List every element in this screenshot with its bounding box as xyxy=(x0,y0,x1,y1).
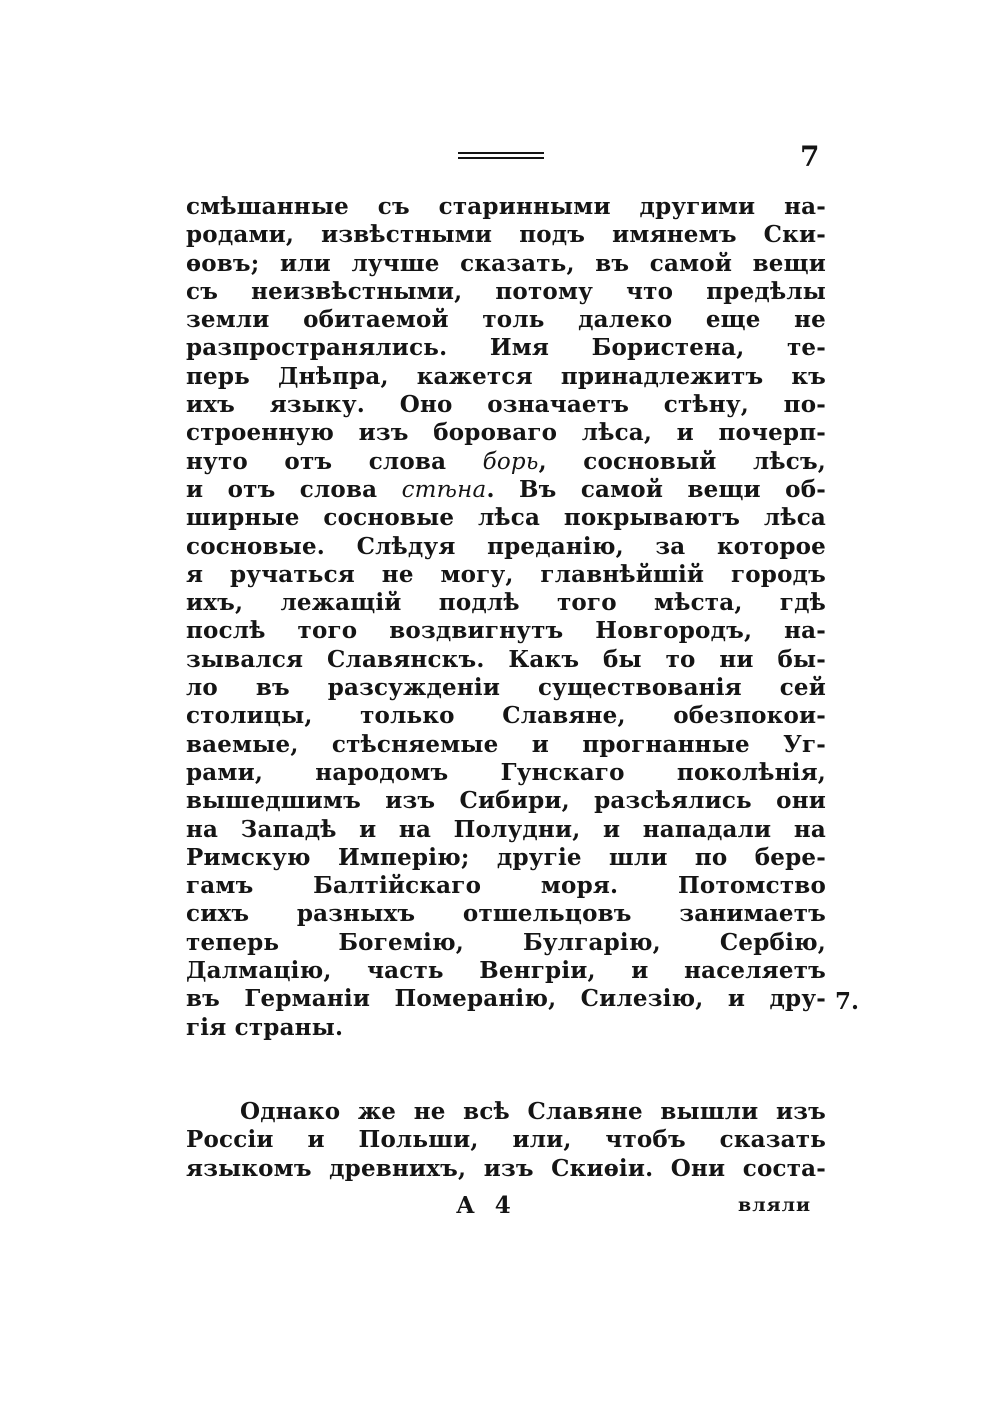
text-line: вышедшимъ изъ Сибири, разсѣялись они xyxy=(186,787,826,815)
text-line-with-italic xyxy=(186,448,826,476)
text-line: перь Днѣпра, кажется принадлежитъ къ xyxy=(186,362,826,390)
text-line: послѣ того воздвигнутъ Новгородъ, на- xyxy=(186,617,826,645)
text-line: столицы, только Славяне, обезпокои- xyxy=(186,702,826,730)
text-line: земли обитаемой толь далеко еще не xyxy=(186,306,826,334)
italic-word: стѣна xyxy=(401,476,487,503)
text-line: на Западѣ и на Полудни, и нападали на xyxy=(186,815,826,843)
text-line: сосновые. Слѣдуя преданію, за которое xyxy=(186,532,826,560)
text-line: разпространялись. Имя Бористена, те- xyxy=(186,334,826,362)
text-line: гія страны. xyxy=(186,1013,344,1041)
text-line: Однако же не всѣ Славяне вышли изъ xyxy=(240,1098,826,1125)
text-line: ѳовъ; или лучше сказать, въ самой вещи xyxy=(186,249,826,277)
text-line: Россіи и Польши, или, чтобъ сказать xyxy=(186,1126,826,1154)
text-line: языкомъ древнихъ, изъ Скиѳіи. Они соста- xyxy=(186,1154,826,1182)
text-line: въ Германіи Померанію, Силезію, и дру- xyxy=(186,985,826,1013)
text-line: родами, извѣстными подъ имянемъ Ски- xyxy=(186,221,826,249)
text-line: ихъ языку. Оно означаетъ стѣну, по- xyxy=(186,391,826,419)
text-line: Далмацію, часть Венгріи, и населяетъ xyxy=(186,957,826,985)
text-line: ихъ, лежащій подлѣ того мѣста, гдѣ xyxy=(186,589,826,617)
signature-mark: А 4 xyxy=(456,1192,517,1219)
text-line: зывался Славянскъ. Какъ бы то ни бы- xyxy=(186,645,826,673)
text-line: я ручаться не могу, главнѣйшій городъ xyxy=(186,560,826,588)
text-line: Римскую Имперію; другіе шли по бере- xyxy=(186,843,826,871)
text-line: рами, народомъ Гунскаго поколѣнія, xyxy=(186,758,826,786)
text-line: сихъ разныхъ отшельцовъ занимаетъ xyxy=(186,900,826,928)
text-segment: . Въ самой вещи об- xyxy=(486,475,826,503)
header-double-rule xyxy=(458,152,544,164)
text-line: ло въ разсужденіи существованія сей xyxy=(186,674,826,702)
text-line: гамъ Балтійскаго моря. Потомство xyxy=(186,872,826,900)
text-line-with-italic xyxy=(186,476,826,504)
text-line: ваемые, стѣсняемые и прогнанные Уг- xyxy=(186,730,826,758)
paragraph-1 xyxy=(186,193,826,1042)
margin-note: 7. xyxy=(835,988,860,1015)
text-segment: , сосновый лѣсъ, xyxy=(538,447,826,475)
text-line: теперь Богемію, Булгарію, Сербію, xyxy=(186,928,826,956)
text-segment: нуто отъ слова xyxy=(186,447,483,475)
text-segment: и отъ слова xyxy=(186,475,402,503)
catchword: вляли xyxy=(738,1194,812,1216)
text-line: ширные сосновые лѣса покрываютъ лѣса xyxy=(186,504,826,532)
text-line: смѣшанные съ старинными другими на- xyxy=(186,193,826,220)
paragraph-2 xyxy=(186,1098,826,1183)
text-line: строенную изъ бороваго лѣса, и почерп- xyxy=(186,419,826,447)
page-number: 7 xyxy=(800,140,820,173)
italic-word: борь xyxy=(482,448,539,475)
text-line: съ неизвѣстными, потому что предѣлы xyxy=(186,277,826,305)
